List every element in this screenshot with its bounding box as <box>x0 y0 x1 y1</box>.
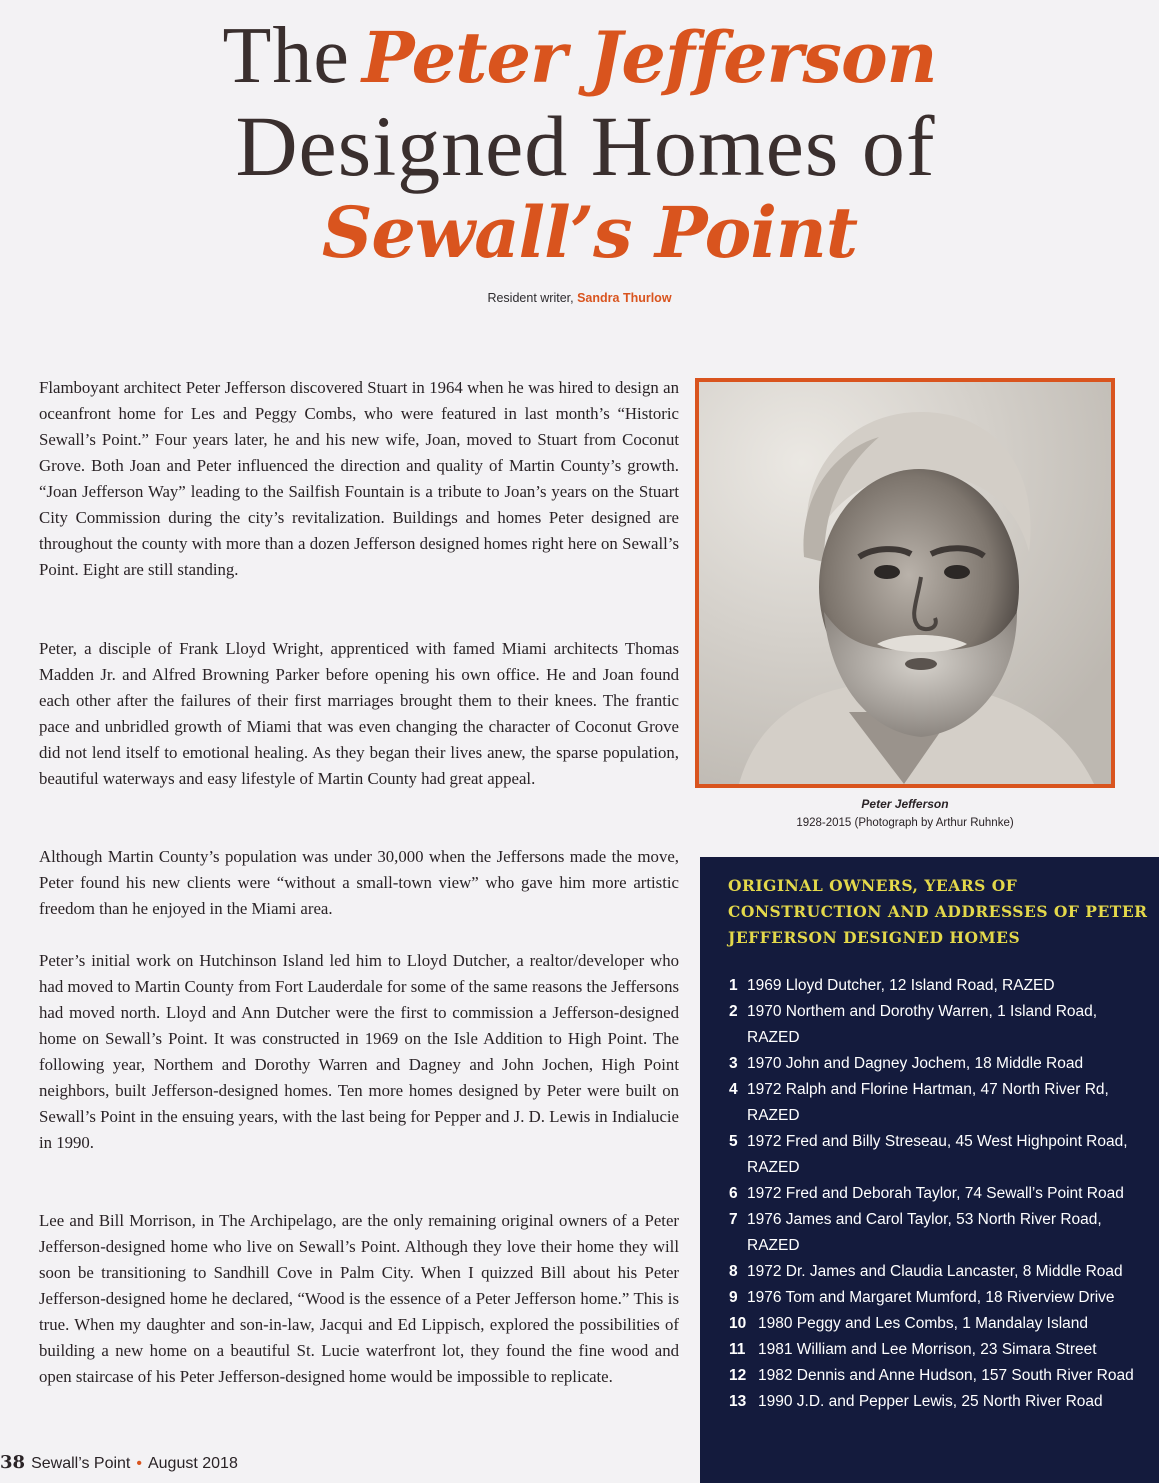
list-item-text: 1972 Fred and Deborah Taylor, 74 Sewall’s Point Road <box>747 1185 1124 1202</box>
article-paragraph: Peter, a disciple of Frank Lloyd Wright, apprenticed with famed Miami architects Thomas Madden Jr. and Alfred Browning Parker before opening his own office. He and Joan found each other after the failures of their first marriages brought them to their knees. The frantic pace and unbridled growth of Miami that was even changing the character of Coconut Grove did not lend itself to emotional healing. As they began their lives anew, the sparse population, beautiful waterways and easy lifestyle of Martin County had great appeal. <box>39 639 679 788</box>
list-item <box>729 1337 1149 1363</box>
list-item <box>729 973 1149 999</box>
list-item-number: 10 <box>729 1315 747 1332</box>
list-item <box>729 1051 1149 1077</box>
list-item-number: 11 <box>729 1341 746 1358</box>
headline-line-1 <box>0 12 1159 100</box>
portrait-photo <box>695 378 1115 788</box>
headline-sewalls-point: Sewall’s Point <box>321 191 858 274</box>
list-item-number: 6 <box>729 1185 738 1202</box>
page-footer <box>0 1452 238 1473</box>
list-item <box>729 1207 1149 1259</box>
portrait-illustration <box>699 382 1111 784</box>
byline-prefix: Resident writer, <box>487 291 574 305</box>
list-item <box>729 1363 1149 1389</box>
list-item-text: 1976 Tom and Margaret Mumford, 18 Riverview Drive <box>747 1289 1115 1306</box>
issue-date: August 2018 <box>147 1455 238 1472</box>
list-item-number: 2 <box>729 1003 738 1020</box>
list-item-text: 1972 Ralph and Florine Hartman, 47 North River Rd, RAZED <box>747 1081 1109 1124</box>
list-item-number: 8 <box>729 1263 738 1280</box>
list-item-text: 1970 Northem and Dorothy Warren, 1 Island Road, RAZED <box>747 1003 1098 1046</box>
list-item-text: 1990 J.D. and Pepper Lewis, 25 North River Road <box>758 1393 1103 1410</box>
article-paragraph: Flamboyant architect Peter Jefferson discovered Stuart in 1964 when he was hired to design an oceanfront home for Les and Peggy Combs, who were featured in last month’s “Historic Sewall’s Point.” Four years later, he and his new wife, Joan, moved to Stuart from Coconut Grove. Both Joan and Peter influenced the direction and quality of Martin County’s growth. “Joan Jefferson Way” leading to the Sailfish Fountain is a tribute to Joan’s years on the Stuart City Commission during the city’s revitalization. Buildings and homes Peter designed are throughout the county with more than a dozen Jefferson designed homes right here on Sewall’s Point. Eight are still standing. <box>39 378 679 579</box>
headline-the: The <box>222 12 350 100</box>
headline-designed-homes-of: Designed Homes of <box>235 98 936 194</box>
article-paragraph: Lee and Bill Morrison, in The Archipelago, are the only remaining original owners of a Peter Jefferson-designed home who live on Sewall’s Point. Although they love their home they will soon be transitioning to Sandhill Cove in Palm City. When I quizzed Bill about his Peter Jefferson-designed home he declared, “Wood is the essence of a Peter Jefferson home.” This is true. When my daughter and son-in-law, Jacqui and Ed Lippisch, explored the possibilities of building a new home on a beautiful St. Lucie waterfront lot, they found the fine wood and open staircase of his Peter Jefferson-designed home would be impossible to replicate. <box>39 1211 679 1386</box>
owners-sidebar <box>700 857 1159 1483</box>
list-item-number: 5 <box>729 1133 738 1150</box>
list-item-number: 1 <box>729 977 738 994</box>
byline-author: Sandra Thurlow <box>577 291 672 305</box>
photo-caption-name: Peter Jefferson <box>861 797 949 811</box>
list-item <box>729 1311 1149 1337</box>
byline <box>0 291 1159 305</box>
sidebar-title: ORIGINAL OWNERS, YEARS OF CONSTRUCTION AND ADDRESSES OF PETER JEFFERSON DESIGNED HOMES <box>728 876 1148 947</box>
list-item <box>729 1259 1149 1285</box>
list-item <box>729 1077 1149 1129</box>
article-paragraph: Although Martin County’s population was under 30,000 when the Jeffersons made the move, Peter found his new clients were “without a small-town view” who gave him more artistic freedom than he enjoyed in the Miami area. <box>39 847 679 918</box>
list-item-number: 13 <box>729 1393 747 1410</box>
list-item-text: 1976 James and Carol Taylor, 53 North River Road, RAZED <box>747 1211 1102 1254</box>
list-item-text: 1972 Dr. James and Claudia Lancaster, 8 Middle Road <box>747 1263 1123 1280</box>
list-item <box>729 1129 1149 1181</box>
list-item-text: 1982 Dennis and Anne Hudson, 157 South River Road <box>758 1367 1134 1384</box>
footer-separator: • <box>136 1455 142 1472</box>
list-item-text: 1981 William and Lee Morrison, 23 Simara Street <box>758 1341 1097 1358</box>
article-paragraph: Peter’s initial work on Hutchinson Island led him to Lloyd Dutcher, a realtor/developer who had moved to Martin County from Fort Lauderdale for some of the same reasons the Jeffersons had moved north. Lloyd and Ann Dutcher were the first to commission a Jefferson-designed home on Sewall’s Point. It was constructed in 1969 on the Isle Addition to High Point. The following year, Northem and Dorothy Warren and Dagney and John Jochen, High Point neighbors, built Jefferson-designed homes. Ten more homes designed by Peter were built on Sewall’s Point in the ensuing years, with the last being for Pepper and J. D. Lewis in Indialucie in 1990. <box>39 951 679 1152</box>
photo-caption-credit: 1928-2015 (Photograph by Arthur Ruhnke) <box>796 817 1014 829</box>
list-item <box>729 1285 1149 1311</box>
list-item-number: 9 <box>729 1289 738 1306</box>
page-number: 38 <box>0 1452 26 1473</box>
headline-line-2 <box>6 98 1159 194</box>
list-item <box>729 1181 1149 1207</box>
owners-list <box>729 973 1149 1415</box>
list-item-text: 1969 Lloyd Dutcher, 12 Island Road, RAZED <box>747 977 1055 994</box>
headline-line-3 <box>10 191 1159 274</box>
headline-peter-jefferson: Peter Jefferson <box>361 16 937 99</box>
list-item <box>729 999 1149 1051</box>
list-item-text: 1972 Fred and Billy Streseau, 45 West Highpoint Road, RAZED <box>747 1133 1128 1176</box>
list-item-number: 7 <box>729 1211 738 1228</box>
list-item-number: 3 <box>729 1055 738 1072</box>
list-item-text: 1970 John and Dagney Jochem, 18 Middle Road <box>747 1055 1084 1072</box>
list-item-text: 1980 Peggy and Les Combs, 1 Mandalay Island <box>758 1315 1089 1332</box>
list-item-number: 12 <box>729 1367 747 1384</box>
publication-name: Sewall’s Point <box>31 1455 131 1472</box>
list-item <box>729 1389 1149 1415</box>
list-item-number: 4 <box>729 1081 738 1098</box>
